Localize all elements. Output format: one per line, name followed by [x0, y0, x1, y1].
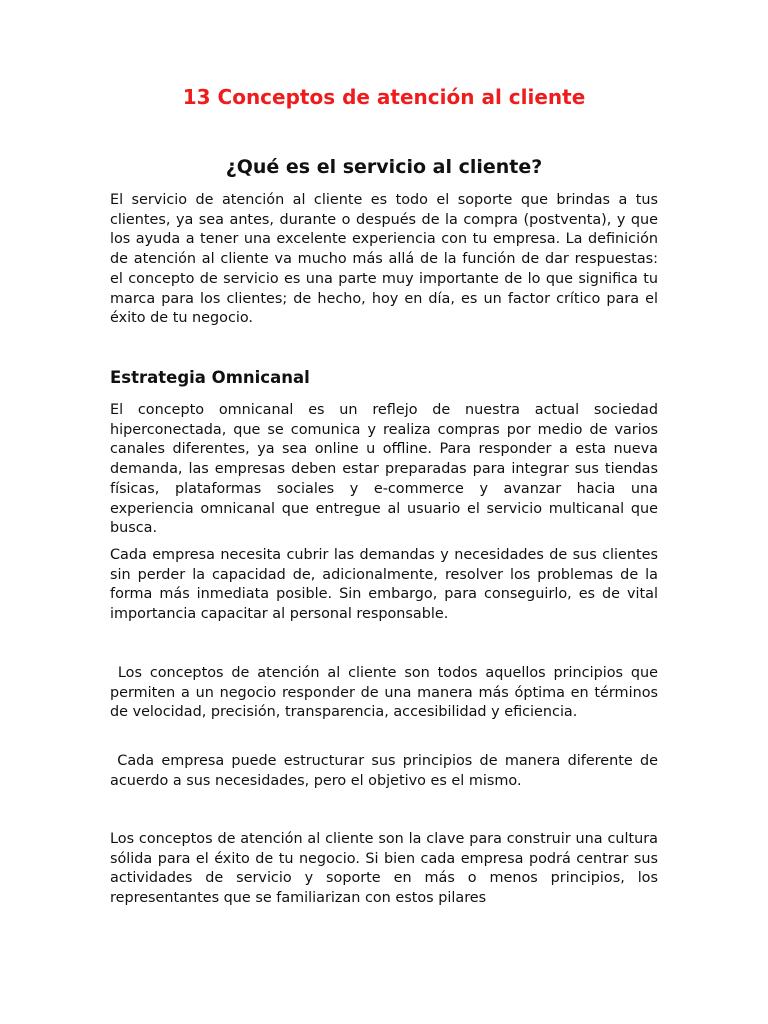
paragraph-company-needs: Cada empresa necesita cubrir las demandas y necesidades de sus clientes sin perder la capacidad de, adicionalmente, resolver los problemas de la forma más inmediata posible. Sin embargo, para conseguirlo, es de vital importancia capacitar al personal responsable.	[110, 547, 658, 623]
subheading-omnichannel: Estrategia Omnicanal	[110, 368, 310, 387]
paragraph-service-definition: El servicio de atención al cliente es todo el soporte que brindas a tus clientes, ya sea antes, durante o después de la compra (postventa), y que los ayuda a tener una excelente experiencia con tu empresa. La definición de atención al cliente va mucho más allá de la función de dar respuestas: el concepto de servicio es una parte muy importante de lo que significa tu marca para los clientes; de hecho, hoy en día, es un factor crítico para el éxito de tu negocio.	[110, 192, 658, 327]
paragraph-culture: Los conceptos de atención al cliente son la clave para construir una cultura sólida para el éxito de tu negocio. Si bien cada empresa podrá centrar sus actividades de servicio y soporte en más o menos principios, los representantes que se familiarizan con estos pilares	[110, 831, 658, 907]
paragraph-omnichannel: El concepto omnicanal es un reflejo de nuestra actual sociedad hiperconectada, que se comunica y realiza compras por medio de varios canales diferentes, ya sea online u offline. Para responder a esta nueva demanda, las empresas deben estar preparadas para integrar sus tiendas físicas, plataformas sociales y e-commerce y avanzar hacia una experiencia omnicanal que entregue al usuario el servicio multicanal que busca.	[110, 402, 658, 537]
paragraph-structure-principles: Cada empresa puede estructurar sus principios de manera diferente de acuerdo a sus necesidades, pero el objetivo es el mismo.	[110, 753, 663, 789]
paragraph-concepts-principles: Los conceptos de atención al cliente son todos aquellos principios que permiten a un negocio responder de una manera más óptima en términos de velocidad, precisión, transparencia, accesibilidad y eficiencia.	[110, 665, 663, 721]
section-heading: ¿Qué es el servicio al cliente?	[225, 156, 543, 178]
document-title: 13 Conceptos de atención al cliente	[182, 85, 586, 109]
